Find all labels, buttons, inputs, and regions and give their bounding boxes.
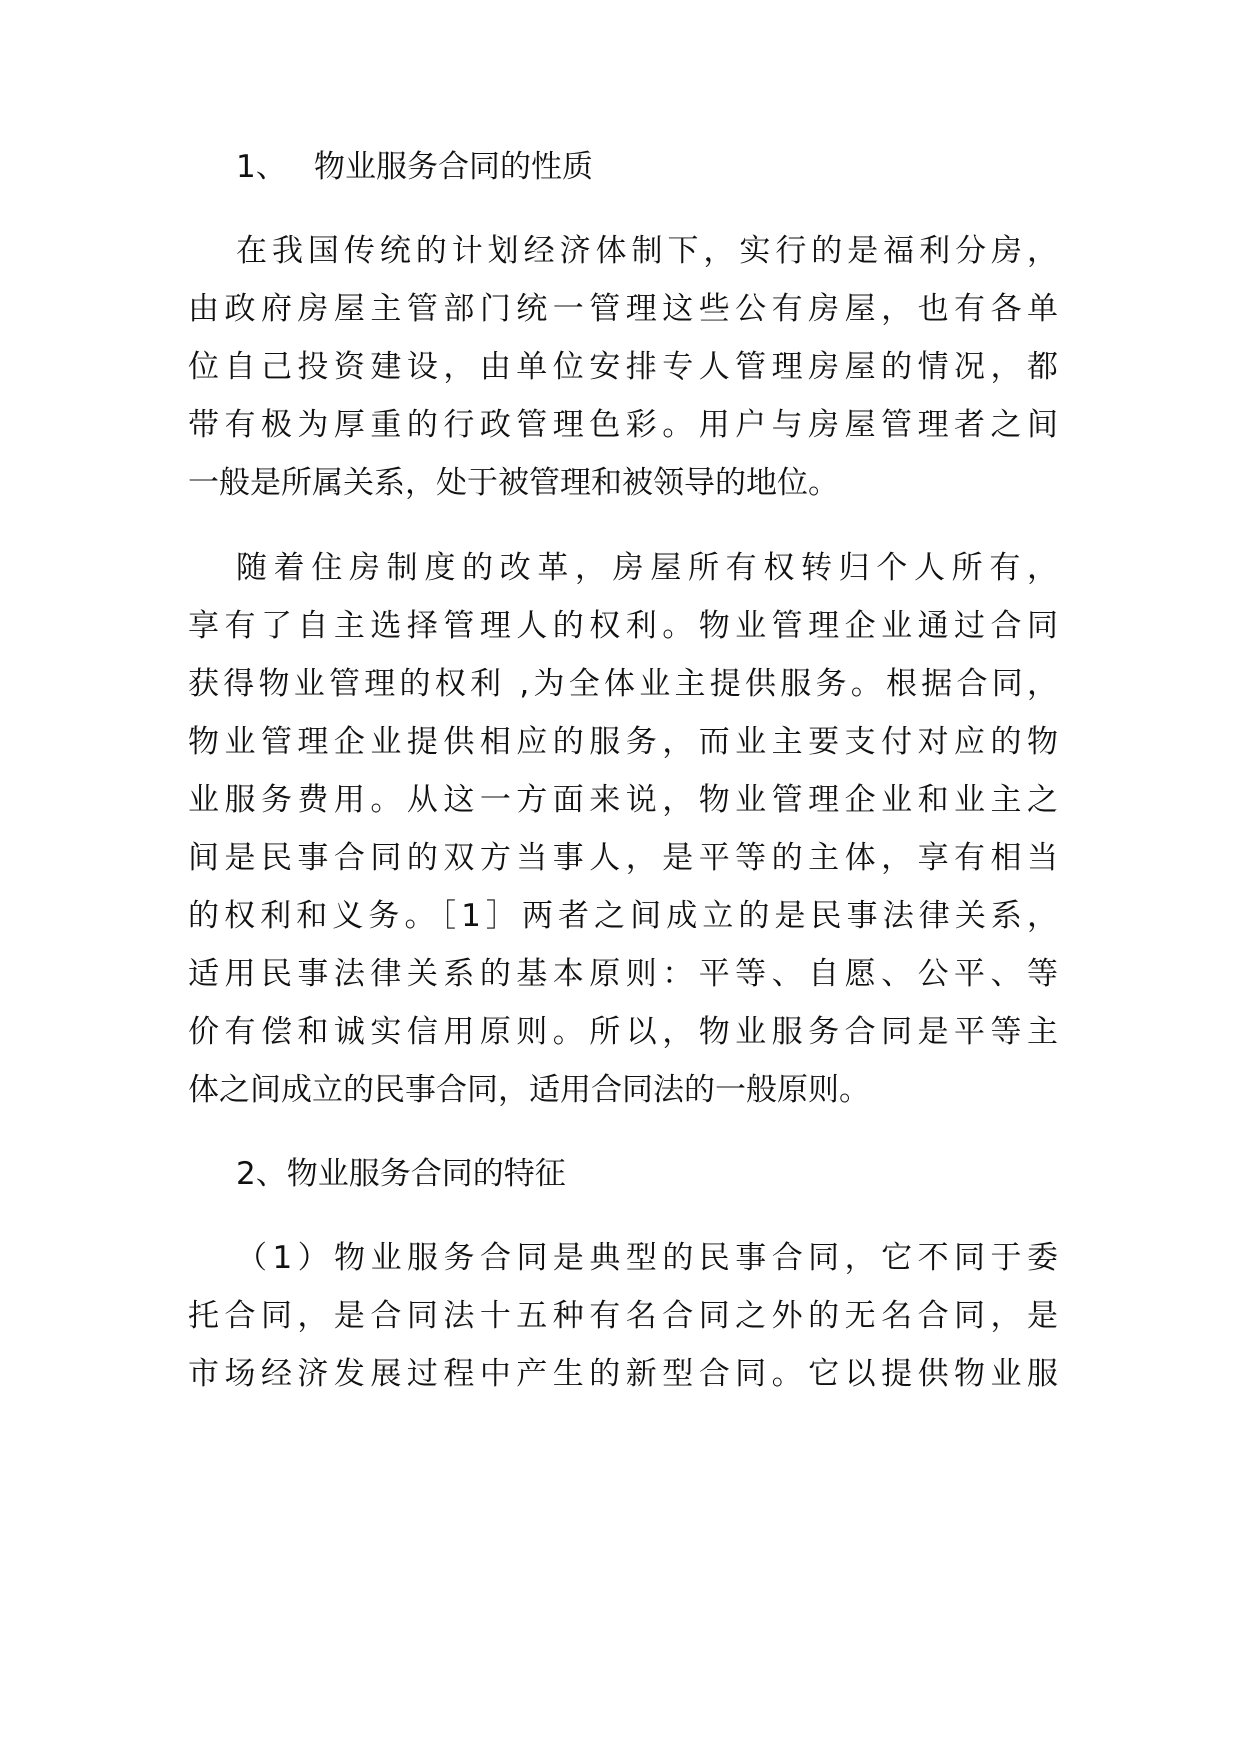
text-line: 在我国传统的计划经济体制下，实行的是福利分房， [236,233,1058,269]
text-line: 间是民事合同的双方当事人，是平等的主体，享有相当 [188,840,1058,876]
section-number: 1、 [236,149,287,185]
text-line: （1）物业服务合同是典型的民事合同，它不同于委 [236,1240,1058,1276]
text-line: 带有极为厚重的行政管理色彩。用户与房屋管理者之间 [188,407,1058,443]
text-line: 业服务费用。从这一方面来说，物业管理企业和业主之 [188,782,1058,818]
text-line: 由政府房屋主管部门统一管理这些公有房屋，也有各单 [188,291,1058,327]
text-line: 获得物业管理的权利 ,为全体业主提供服务。根据合同， [188,666,1058,702]
text-line: 适用民事法律关系的基本原则：平等、自愿、公平、等 [188,956,1058,992]
text-line: 位自己投资建设，由单位安排专人管理房屋的情况，都 [188,349,1058,385]
text-line: 随着住房制度的改革，房屋所有权转归个人所有， [236,550,1058,586]
text-line: 的权利和义务。［1］两者之间成立的是民事法律关系， [188,898,1058,934]
text-line: 物业管理企业提供相应的服务，而业主要支付对应的物 [188,724,1058,760]
section-heading-2: 2、物业服务合同的特征 [236,1156,566,1192]
text-line: 市场经济发展过程中产生的新型合同。它以提供物业服 [188,1356,1058,1392]
text-line: 享有了自主选择管理人的权利。物业管理企业通过合同 [188,608,1058,644]
text-line: 体之间成立的民事合同，适用合同法的一般原则。 [188,1072,870,1108]
text-line: 一般是所属关系，处于被管理和被领导的地位。 [188,465,839,501]
section-title: 物业服务合同的性质 [314,149,593,185]
section-heading-1 [236,147,593,187]
text-line: 托合同，是合同法十五种有名合同之外的无名合同，是 [188,1298,1058,1334]
text-line: 价有偿和诚实信用原则。所以，物业服务合同是平等主 [188,1014,1058,1050]
